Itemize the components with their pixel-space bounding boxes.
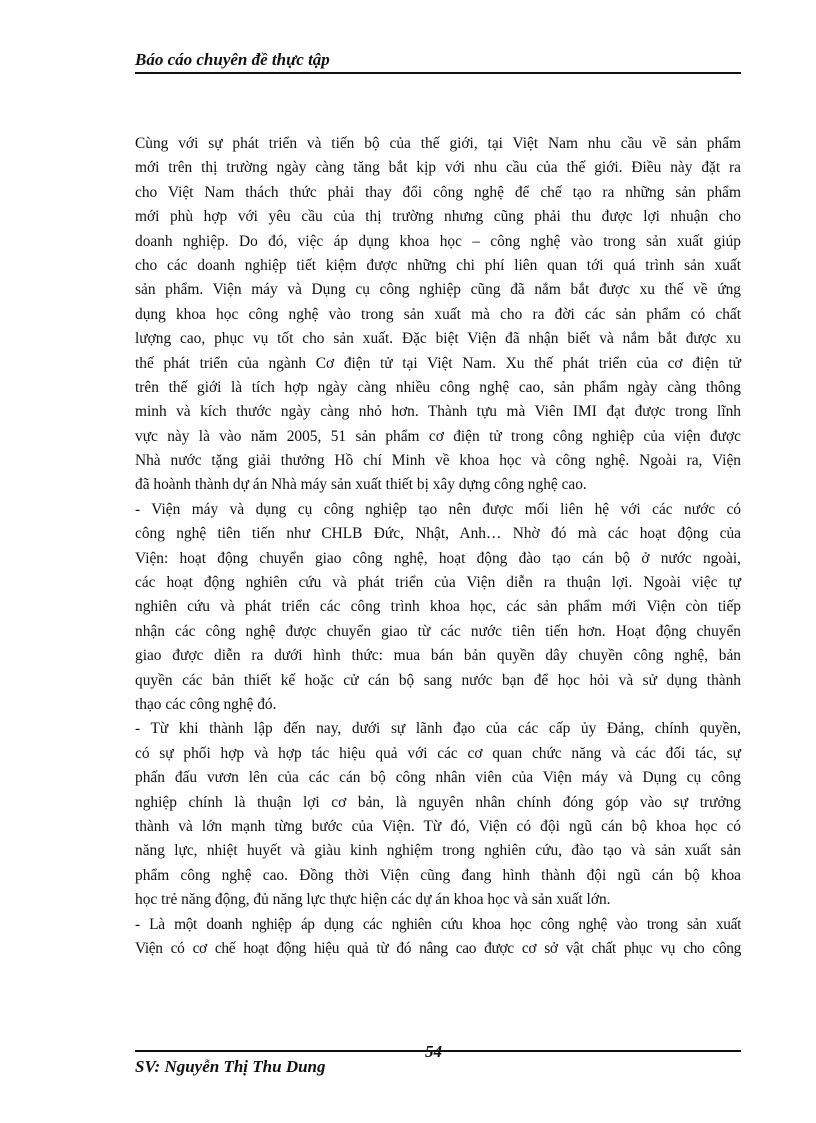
text-line: - Là một doanh nghiệp áp dụng các nghiên cứu khoa học công nghệ vào trong sản xuất	[135, 915, 741, 933]
text-line: nghiên cứu và phát triển các công trình khoa học, các sản phẩm mới Viện còn tiếp	[135, 598, 741, 616]
page-header	[135, 50, 741, 74]
text-line: minh và kích thước ngày càng nhỏ hơn. Thành tựu mà Viên IMI đạt được trong lĩnh	[135, 403, 741, 421]
text-line: cho các doanh nghiệp tiết kiệm được những chi phí liên quan tới quá trình sản xuất	[135, 256, 741, 274]
text-line: sản phẩm. Viện máy và Dụng cụ công nghiệp cũng đã nắm bắt được xu thế về ứng	[135, 281, 741, 299]
page-number: 54	[425, 1042, 442, 1061]
text-line: phấn đấu vươn lên của các cán bộ công nhân viên của Viện máy và Dụng cụ công	[135, 769, 741, 787]
text-line: Cùng với sự phát triển và tiến bộ của thế giới, tại Việt Nam nhu cầu về sản phẩm	[135, 135, 741, 152]
text-line: công nghệ tiên tiến như CHLB Đức, Nhật, Anh… Nhờ đó mà các hoạt động của	[135, 525, 741, 543]
text-line: Nhà nước tặng giải thưởng Hồ chí Minh về khoa học và công nghệ. Ngoài ra, Viện	[135, 452, 741, 470]
text-line: các hoạt động nghiên cứu và phát triển của Viện diễn ra thuận lợi. Ngoài việc tự	[135, 574, 741, 592]
text-line: doanh nghiệp. Do đó, việc áp dụng khoa học – công nghệ vào trong sản xuất giúp	[135, 232, 741, 250]
text-line: lượng cao, phục vụ tốt cho sản xuất. Đặc biệt Viện đã nhận biết và nắm bắt được xu	[135, 330, 741, 348]
text-line: trên thế giới là tích hợp ngày càng nhiều công nghệ cao, sản phẩm ngày càng thông	[135, 378, 741, 396]
text-line: thạo các công nghệ đó.	[135, 695, 277, 713]
text-line: đã hoành thành dự án Nhà máy sản xuất thiết bị xây dựng công nghệ cao.	[135, 476, 587, 494]
text-line: có sự phối hợp và hợp tác hiệu quả với các cơ quan chức năng và các đối tác, sự	[135, 744, 741, 762]
text-line: Viện có cơ chế hoạt động hiệu quả từ đó nâng cao được cơ sở vật chất phục vụ cho công	[135, 939, 741, 957]
page-footer	[135, 1042, 741, 1076]
text-line: quyền các bản thiết kế hoặc cử cán bộ sang nước bạn để học hỏi và sử dụng thành	[135, 671, 741, 689]
text-line: thế phát triển của ngành Cơ điện tử tại Việt Nam. Xu thế phát triển của cơ điện tử	[135, 354, 741, 372]
text-line: mới trên thị trường ngày càng tăng bắt kịp với nhu cầu của thế giới. Điều này đặt ra	[135, 159, 741, 177]
text-line: thành và lớn mạnh từng bước của Viện. Từ đó, Viện có đội ngũ cán bộ khoa học có	[135, 817, 741, 835]
text-line: nghiệp chính là thuận lợi cơ bản, là nguyên nhân chính đóng góp vào sự trưởng	[135, 793, 741, 811]
body-text	[135, 132, 741, 961]
student-name: SV: Nguyễn Thị Thu Dung	[135, 1057, 326, 1076]
text-line: - Từ khi thành lập đến nay, dưới sự lãnh đạo của các cấp ủy Đảng, chính quyền,	[135, 720, 741, 738]
header-divider	[135, 72, 741, 74]
report-title: Báo cáo chuyên đề thực tập	[135, 50, 330, 69]
text-line: học trẻ năng động, đủ năng lực thực hiện các dự án khoa học và sản xuất lớn.	[135, 891, 611, 909]
text-line: phẩm công nghệ cao. Đồng thời Viện cũng đang hình thành đội ngũ cán bộ khoa	[135, 866, 741, 884]
text-line: giao được diễn ra dưới hình thức: mua bán bản quyền dây chuyền công nghệ, bản	[135, 647, 741, 665]
text-line: năng lực, nhiệt huyết và giàu kinh nghiệm trong nghiên cứu, đào tạo và sản xuất sản	[135, 842, 741, 860]
text-line: cho Việt Nam thách thức phải thay đổi công nghệ để chế tạo ra những sản phẩm	[135, 183, 741, 201]
text-line: - Viện máy và dụng cụ công nghiệp tạo nên được mối liên hệ với các nước có	[135, 500, 741, 518]
text-line: mới phù hợp với yêu cầu của thị trường nhưng cũng phải thu được lợi nhuận cho	[135, 208, 741, 226]
text-line: vực này là vào năm 2005, 51 sản phẩm cơ điện tử trong công nghiệp của viện được	[135, 427, 741, 445]
text-line: dụng khoa học công nghệ vào trong sản xuất mà cho ra đời các sản phẩm có chất	[135, 305, 741, 323]
text-line: Viện: hoạt động chuyển giao công nghệ, hoạt động đào tạo cán bộ ở nước ngoài,	[135, 549, 741, 567]
text-line: nhận các công nghệ được chuyển giao từ các nước tiên tiến hơn. Hoạt động chuyển	[135, 622, 741, 640]
